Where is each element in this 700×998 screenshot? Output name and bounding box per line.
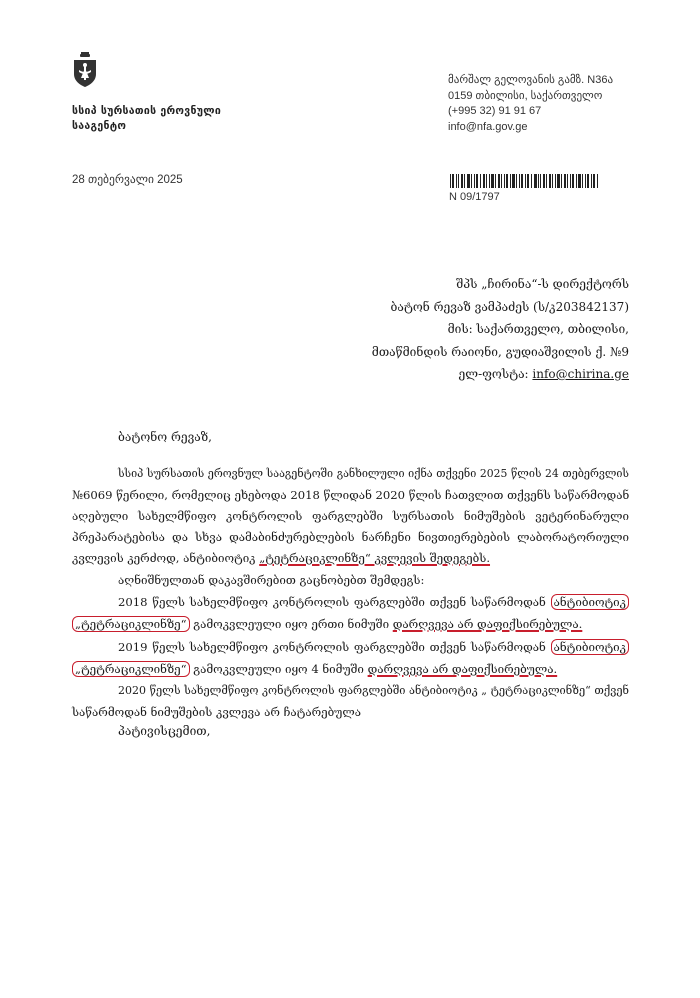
underlined-no-violation-2019: დარღვევა არ დაფიქსირებულა. — [367, 662, 558, 676]
paragraph4-line1-text: 2019 წელს სახელმწიფო კონტროლის ფარგლებში თქვენ საწარმოდან — [118, 640, 551, 654]
paragraph1-line1: სსიპ სურსათის ეროვნულ სააგენტოში განხილული იქნა თქვენი 2025 წლის 24 თებერვლის — [118, 467, 629, 480]
coat-of-arms-icon — [72, 52, 98, 88]
closing-regards: პატივისცემით, — [118, 724, 211, 738]
letter-date: 28 თებერვალი 2025 — [72, 174, 183, 186]
underlined-test-results: „ტეტრაციკლინზე“ კვლევის შედეგებს. — [259, 551, 491, 565]
salutation: ბატონო რევაზ, — [118, 430, 212, 444]
barcode — [449, 174, 599, 188]
paragraph3-line1-text: 2018 წელს სახელმწიფო კონტროლის ფარგლებში თქვენ საწარმოდან — [118, 595, 551, 609]
recipient-line4: მთაწმინდის რაიონი, გუდიაშვილის ქ. №9 — [371, 344, 629, 359]
paragraph3-line2 — [72, 614, 629, 634]
sender-address-line2: 0159 თბილისი, საქართველო — [448, 89, 603, 102]
paragraph1-line4: პრეპარატებისა და სხვა დამაბინძურებლების ნარჩენი ნივთიერებების ლაბორატორიული — [72, 530, 629, 544]
circled-tetracycline-2019: „ტეტრაციკლინზე“ — [72, 661, 190, 677]
paragraph1-line5-text: კვლევის კერძოდ, ანტიბიოტიკ — [72, 551, 260, 565]
recipient-block — [209, 273, 629, 386]
paragraph1-line3: აღებული სახელმწიფო კონტროლის ფარგლებში სურსათის ნიმუშების ვეტერინარული — [72, 509, 629, 523]
paragraph3-line1 — [118, 592, 629, 612]
paragraph4-line2-text: გამოკვლეული იყო 4 ნიმუში — [189, 662, 368, 676]
org-name-line1: სსიპ სურსათის ეროვნული — [72, 105, 222, 117]
paragraph3-line2-text: გამოკვლეული იყო ერთი ნიმუში — [189, 617, 393, 631]
document-number: N 09/1797 — [449, 191, 500, 203]
paragraph1-line5 — [72, 548, 629, 568]
sender-phone: (+995 32) 91 91 67 — [448, 105, 542, 117]
paragraph1-line2: №6069 წერილი, რომელიც ეხებოდა 2018 წლიდან 2020 წლის ჩათვლით თქვენს საწარმოდან — [72, 488, 630, 502]
paragraph4-line1 — [118, 637, 629, 657]
paragraph4-line2 — [72, 659, 629, 679]
recipient-line1: შპს „ჩირინა“-ს დირექტორს — [456, 277, 629, 291]
organization-name — [72, 104, 292, 134]
recipient-email-label: ელ-ფოსტა: — [458, 367, 533, 381]
recipient-email-link[interactable]: info@chirina.ge — [532, 367, 629, 381]
circled-tetracycline-2018: „ტეტრაციკლინზე“ — [72, 616, 190, 632]
sender-email: info@nfa.gov.ge — [448, 120, 528, 133]
sender-contact-block — [448, 73, 613, 135]
circled-antibiotic-2018: ანტიბიოტიკ — [551, 594, 629, 610]
sender-address-line1: მარშალ გელოვანის გამზ. N36ა — [448, 74, 614, 86]
paragraph5-line1: 2020 წელს სახელმწიფო კონტროლის ფარგლებში ანტიბიოტიკ „ ტეტრაციკლინზე“ თქვენ — [118, 684, 629, 697]
circled-antibiotic-2019: ანტიბიოტიკ — [551, 639, 629, 655]
underlined-no-violation-2018: დარღვევა არ დაფიქსირებულა. — [392, 617, 583, 631]
paragraph2: აღნიშნულთან დაკავშირებით გაცნობებთ შემდეგს: — [118, 573, 425, 587]
org-name-line2: სააგენტო — [72, 120, 127, 132]
paragraph5-line2: საწარმოდან ნიმუშების კვლევა არ ჩატარებულა — [72, 705, 361, 719]
recipient-email-line — [209, 363, 629, 386]
recipient-line2: ბატონ რევაზ ვამპაძეს (ს/კ203842137) — [390, 299, 629, 314]
recipient-line3: მის: საქართველო, თბილისი, — [447, 322, 629, 336]
